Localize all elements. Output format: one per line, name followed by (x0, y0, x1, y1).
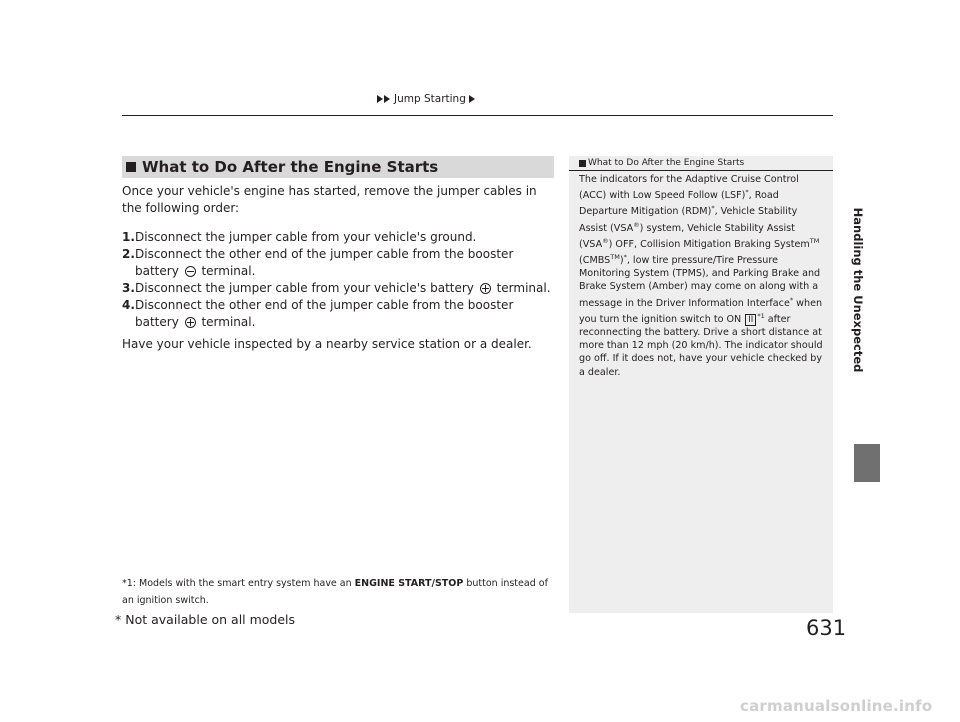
positive-terminal-icon (480, 283, 491, 294)
steps-list (122, 229, 558, 331)
breadcrumb-arrow-icon (384, 95, 390, 103)
sidebar-rule (569, 170, 833, 171)
square-bullet-icon (126, 162, 136, 172)
section-title: What to Do After the Engine Starts (142, 158, 439, 176)
step-text-end: terminal. (201, 315, 256, 329)
step-number: 3. (122, 281, 135, 295)
ignition-on-key-icon: II (745, 314, 756, 326)
negative-terminal-icon (185, 266, 196, 277)
step-text-main: Disconnect the other end of the jumper cable from the booster battery (135, 247, 514, 278)
sidebar-heading (579, 156, 819, 170)
availability-note: * Not available on all models (115, 612, 296, 627)
breadcrumb (377, 93, 476, 105)
reference-marker-icon (579, 160, 586, 167)
step-text-main: Disconnect the other end of the jumper cable from the booster battery (135, 298, 514, 329)
footnote-suffix: button instead of an ignition switch. (122, 578, 548, 606)
header-rule (122, 115, 833, 116)
step-text (135, 229, 558, 246)
step-item (122, 229, 558, 246)
section-heading (122, 156, 554, 178)
footnote (122, 575, 558, 609)
page-number: 631 (806, 616, 847, 640)
breadcrumb-link-jump-starting[interactable]: Jump Starting (394, 93, 466, 105)
step-text (135, 246, 558, 280)
intro-paragraph: Once your vehicle's engine has started, remove the jumper cables in the following order: (122, 184, 537, 215)
step-number: 4. (122, 298, 135, 312)
chapter-title: Handling the Unexpected (851, 207, 865, 373)
step-item (122, 297, 558, 331)
watermark: carmanualsonline.info (740, 697, 933, 715)
step-text-main: Disconnect the jumper cable from your vehicle's battery (135, 281, 474, 295)
step-text-end: terminal. (496, 281, 551, 295)
chapter-side-label (838, 140, 878, 440)
sidebar-title: What to Do After the Engine Starts (588, 158, 745, 168)
breadcrumb-arrow-icon (377, 95, 383, 103)
step-number: 2. (122, 247, 135, 261)
footnote-prefix: *1: Models with the smart entry system have an (122, 578, 355, 589)
step-number: 1. (122, 230, 135, 244)
closing-paragraph: Have your vehicle inspected by a nearby service station or a dealer. (122, 337, 532, 351)
step-item (122, 280, 558, 297)
step-text-end: terminal. (201, 264, 256, 278)
step-item (122, 246, 558, 280)
chapter-tab-marker[interactable] (854, 444, 880, 482)
step-text (135, 280, 558, 297)
step-text (135, 297, 558, 331)
positive-terminal-icon (185, 317, 196, 328)
footnote-button-name: ENGINE START/STOP (354, 578, 464, 589)
sidebar-text: The indicators for the Adaptive Cruise Control (ACC) with Low Speed Follow (LSF)*, Road Departure Mitigation (RDM)*, Vehicle Stability Assist (VSA®) system, Vehicle Stability Assist (VSA®) OFF, Collision Mitigation Braking System™ (CMBS™)*, low tire pressure/Tire Pressure Monitoring System (TPMS), and Parking Brake and Brake System (Amber) may come on along with a message in the Driver Information Interface* when you turn the ignition switch to ON II $^{*1}$ after reconnecting the battery. Drive a short distance at more than 12 mph (20 km/h). The indicator should go off. If it does not, have your vehicle checked by a dealer. (579, 174, 823, 378)
breadcrumb-arrow-icon (469, 95, 475, 103)
step-text-main: Disconnect the jumper cable from your vehicle's ground. (135, 230, 477, 244)
